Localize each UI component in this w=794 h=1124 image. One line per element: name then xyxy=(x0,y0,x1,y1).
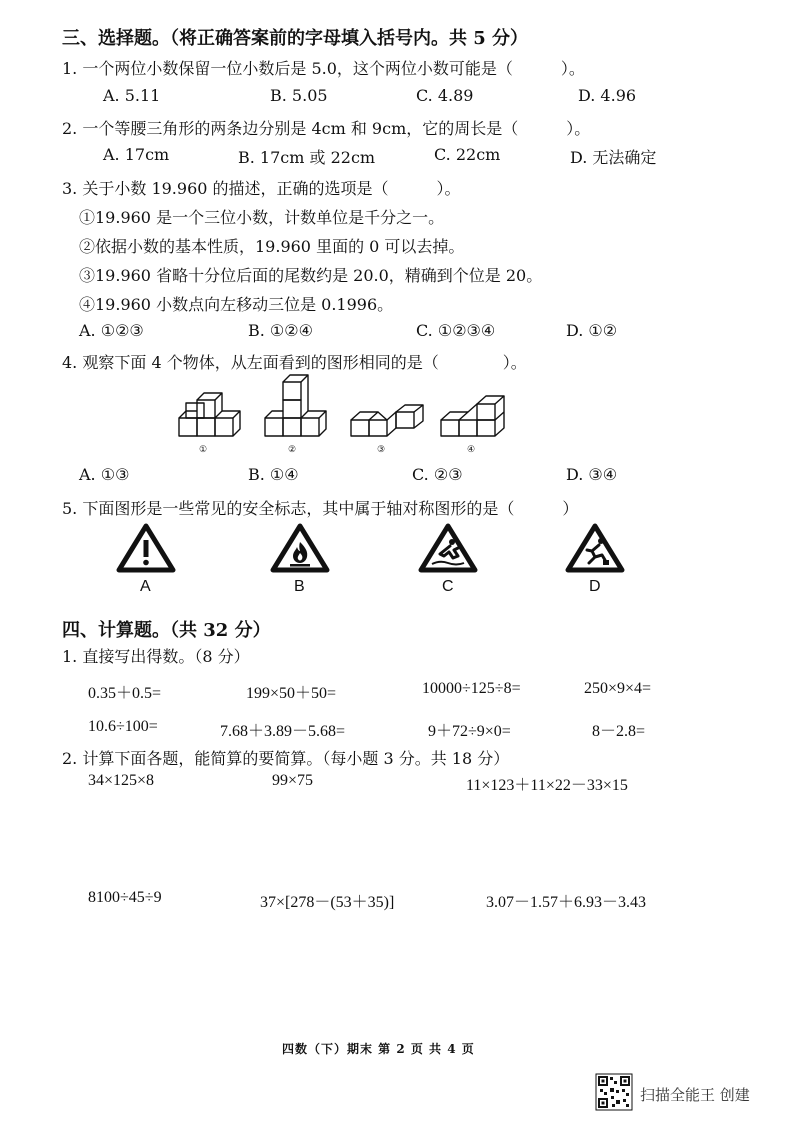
q5-sign-label-d: D xyxy=(589,578,601,595)
p2-item-5: 37×[278－(53＋35)] xyxy=(260,894,395,911)
watermark-text: 扫描全能王 创建 xyxy=(640,1086,750,1104)
q3-statement-3: ③19.960 省略十分位后面的尾数约是 20.0，精确到个位是 20。 xyxy=(79,266,543,285)
q4-option-a: A. ①③ xyxy=(79,465,130,484)
cube-figure-3 xyxy=(351,405,423,436)
cube-figure-4 xyxy=(441,396,504,436)
q1-stem: 1. 一个两位小数保留一位小数后是 5.0，这个两位小数可能是（ ）。 xyxy=(62,59,585,78)
p1-item-7: 9＋72÷9×0= xyxy=(428,723,511,740)
slippery-floor-warning-icon xyxy=(418,522,478,572)
q4-option-b: B. ①④ xyxy=(248,465,299,484)
q2-stem: 2. 一个等腰三角形的两条边分别是 4cm 和 9cm，它的周长是（ ）。 xyxy=(62,119,591,138)
p1-item-5: 10.6÷100= xyxy=(88,718,158,735)
q2-option-a: A. 17cm xyxy=(103,145,170,164)
q3-statement-1: ①19.960 是一个三位小数，计数单位是千分之一。 xyxy=(79,208,445,227)
cube-figure-2 xyxy=(265,375,326,436)
section3-heading: 三、选择题。（将正确答案前的字母填入括号内。共 5 分） xyxy=(62,28,529,49)
q1-option-d: D. 4.96 xyxy=(578,86,637,105)
q3-statement-2: ②依据小数的基本性质，19.960 里面的 0 可以去掉。 xyxy=(79,237,465,256)
p2-item-4: 8100÷45÷9 xyxy=(88,889,162,906)
q2-option-c: C. 22cm xyxy=(434,145,501,164)
p2-item-2: 99×75 xyxy=(272,772,314,789)
p2-item-1: 34×125×8 xyxy=(88,772,155,789)
q3-option-c: C. ①②③④ xyxy=(416,321,496,340)
q5-stem: 5. 下面图形是一些常见的安全标志，其中属于轴对称图形的是（ ） xyxy=(62,499,579,518)
q4-figure-label-3: ③ xyxy=(377,445,386,455)
q5-sign-label-a: A xyxy=(140,578,151,595)
q4-figure-label-2: ② xyxy=(288,445,297,455)
q4-figure-label-1: ① xyxy=(199,445,208,455)
p2-item-6: 3.07－1.57＋6.93－3.43 xyxy=(486,894,647,911)
p2-stem: 2. 计算下面各题，能简算的要简算。（每小题 3 分。共 18 分） xyxy=(62,749,510,768)
section4-heading: 四、计算题。（共 32 分） xyxy=(62,620,271,641)
p1-item-8: 8－2.8= xyxy=(592,723,646,740)
q5-sign-label-c: C xyxy=(442,578,454,595)
q4-stem: 4. 观察下面 4 个物体，从左面看到的图形相同的是（ ）。 xyxy=(62,353,527,372)
qr-code-icon xyxy=(596,1074,632,1110)
q2-option-d: D. 无法确定 xyxy=(570,148,657,167)
q3-statement-4: ④19.960 小数点向左移动三位是 0.1996。 xyxy=(79,295,394,314)
q5-sign-label-b: B xyxy=(294,578,305,595)
q3-option-d: D. ①② xyxy=(566,321,618,340)
q1-option-b: B. 5.05 xyxy=(270,86,328,105)
q4-option-d: D. ③④ xyxy=(566,465,618,484)
q3-option-b: B. ①②④ xyxy=(248,321,313,340)
q3-stem: 3. 关于小数 19.960 的描述，正确的选项是（ ）。 xyxy=(62,179,461,198)
flammable-warning-icon xyxy=(270,522,330,572)
q4-option-c: C. ②③ xyxy=(412,465,463,484)
q1-option-a: A. 5.11 xyxy=(103,86,161,105)
p1-stem: 1. 直接写出得数。（8 分） xyxy=(62,647,250,666)
p1-item-3: 10000÷125÷8= xyxy=(422,680,521,697)
p1-item-4: 250×9×4= xyxy=(584,680,652,697)
page-footer: 四数（下）期末 第 2 页 共 4 页 xyxy=(282,1042,475,1056)
q2-option-b: B. 17cm 或 22cm xyxy=(238,148,376,167)
tripping-hazard-warning-icon xyxy=(565,522,625,572)
q3-option-a: A. ①②③ xyxy=(79,321,144,340)
p1-item-2: 199×50＋50= xyxy=(246,685,337,702)
exclamation-warning-icon xyxy=(116,522,176,572)
p1-item-6: 7.68＋3.89－5.68= xyxy=(220,723,346,740)
cube-figure-1 xyxy=(179,393,240,436)
p1-item-1: 0.35＋0.5= xyxy=(88,685,162,702)
q4-figure-label-4: ④ xyxy=(467,445,476,455)
q1-option-c: C. 4.89 xyxy=(416,86,474,105)
p2-item-3: 11×123＋11×22－33×15 xyxy=(466,777,628,794)
